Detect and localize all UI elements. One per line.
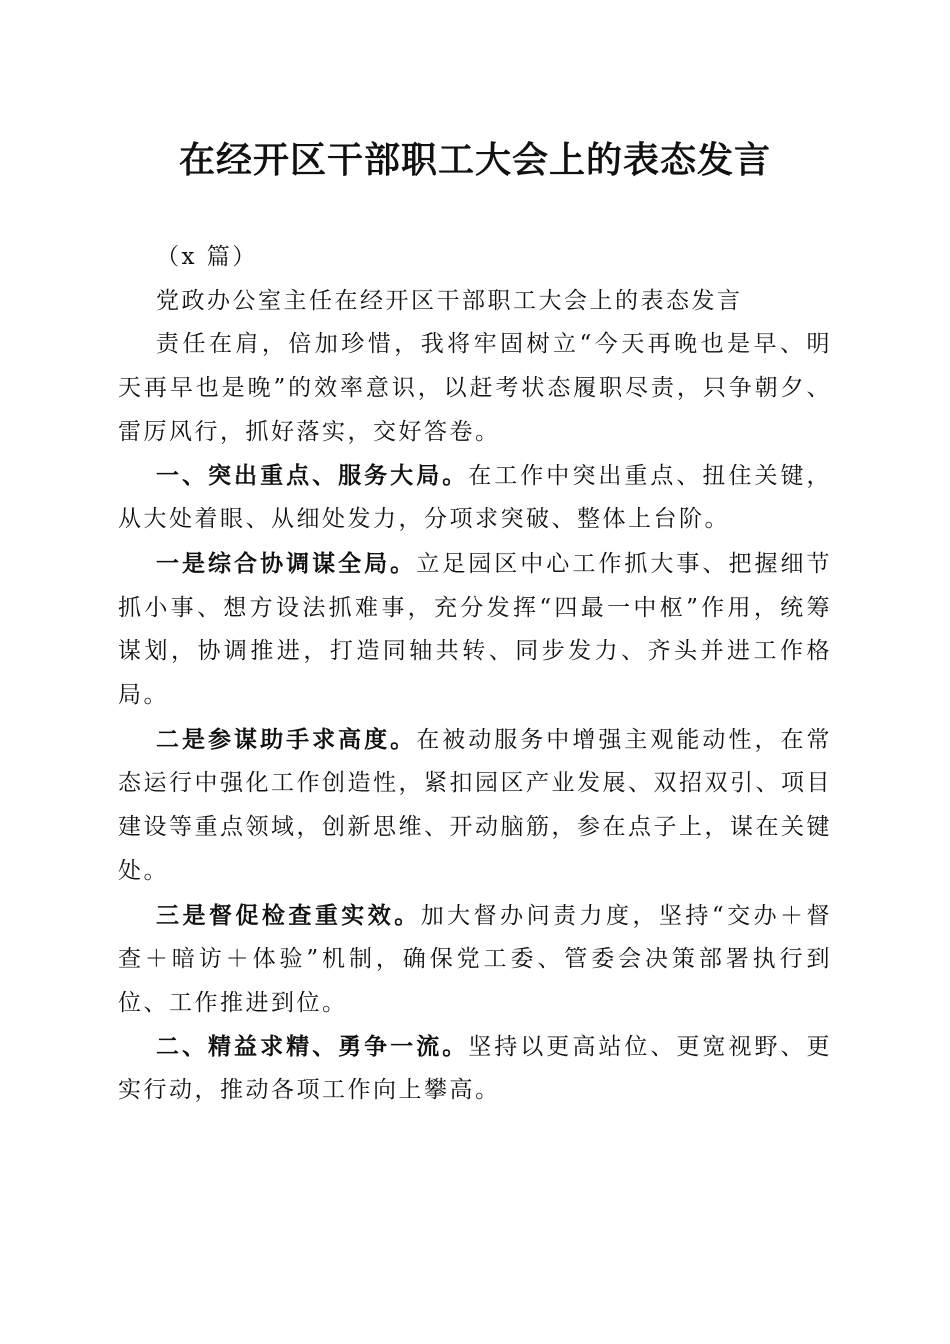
section-paragraph	[118, 718, 832, 894]
section-paragraph	[118, 1026, 832, 1113]
section-text: 加大督办问责力度，坚持“交办＋督查＋暗访＋体验”机制，确保党工委、管委会决策部署执行到位、工作推进到位。	[118, 902, 833, 1016]
section-text: 在工作中突出重点、扭住关键，从大处着眼、从细处发力，分项求突破、整体上台阶。	[118, 462, 833, 533]
document-body	[118, 236, 832, 1113]
intro-paragraph: 责任在肩，倍加珍惜，我将牢固树立“今天再晚也是早、明天再早也是晚”的效率意识，以赶考状态履职尽责，只争朝夕、雷厉风行，抓好落实，交好答卷。	[118, 331, 832, 445]
section-heading: 三是督促检查重实效。	[156, 901, 421, 929]
section-paragraph	[118, 542, 832, 718]
section-heading: 二是参谋助手求高度。	[156, 725, 417, 753]
section-text: 坚持以更高站位、更宽视野、更实行动，推动各项工作向上攀高。	[118, 1033, 833, 1104]
section-text: 在被动服务中增强主观能动性，在常态运行中强化工作创造性，紧扣园区产业发展、双招双引、项目建设等重点领域，创新思维、开动脑筋，参在点子上，谋在关键处。	[118, 726, 833, 884]
section-heading: 一是综合协调谋全局。	[156, 549, 417, 577]
section-paragraph	[118, 894, 832, 1026]
document-subtitle: 党政办公室主任在经开区干部职工大会上的表态发言	[156, 287, 743, 314]
document-note: （x 篇）	[156, 244, 258, 270]
section-heading: 一、突出重点、服务大局。	[156, 462, 469, 489]
section-text: 立足园区中心工作抓大事、把握细节抓小事、想方设法抓难事，充分发挥“四最一中枢”作用，统筹谋划，协调推进，打造同轴共转、同步发力、齐头并进工作格局。	[118, 550, 833, 709]
section-heading: 二、精益求精、勇争一流。	[156, 1033, 469, 1060]
document-title: 在经开区干部职工大会上的表态发言	[178, 140, 771, 181]
section-paragraph	[118, 455, 832, 542]
